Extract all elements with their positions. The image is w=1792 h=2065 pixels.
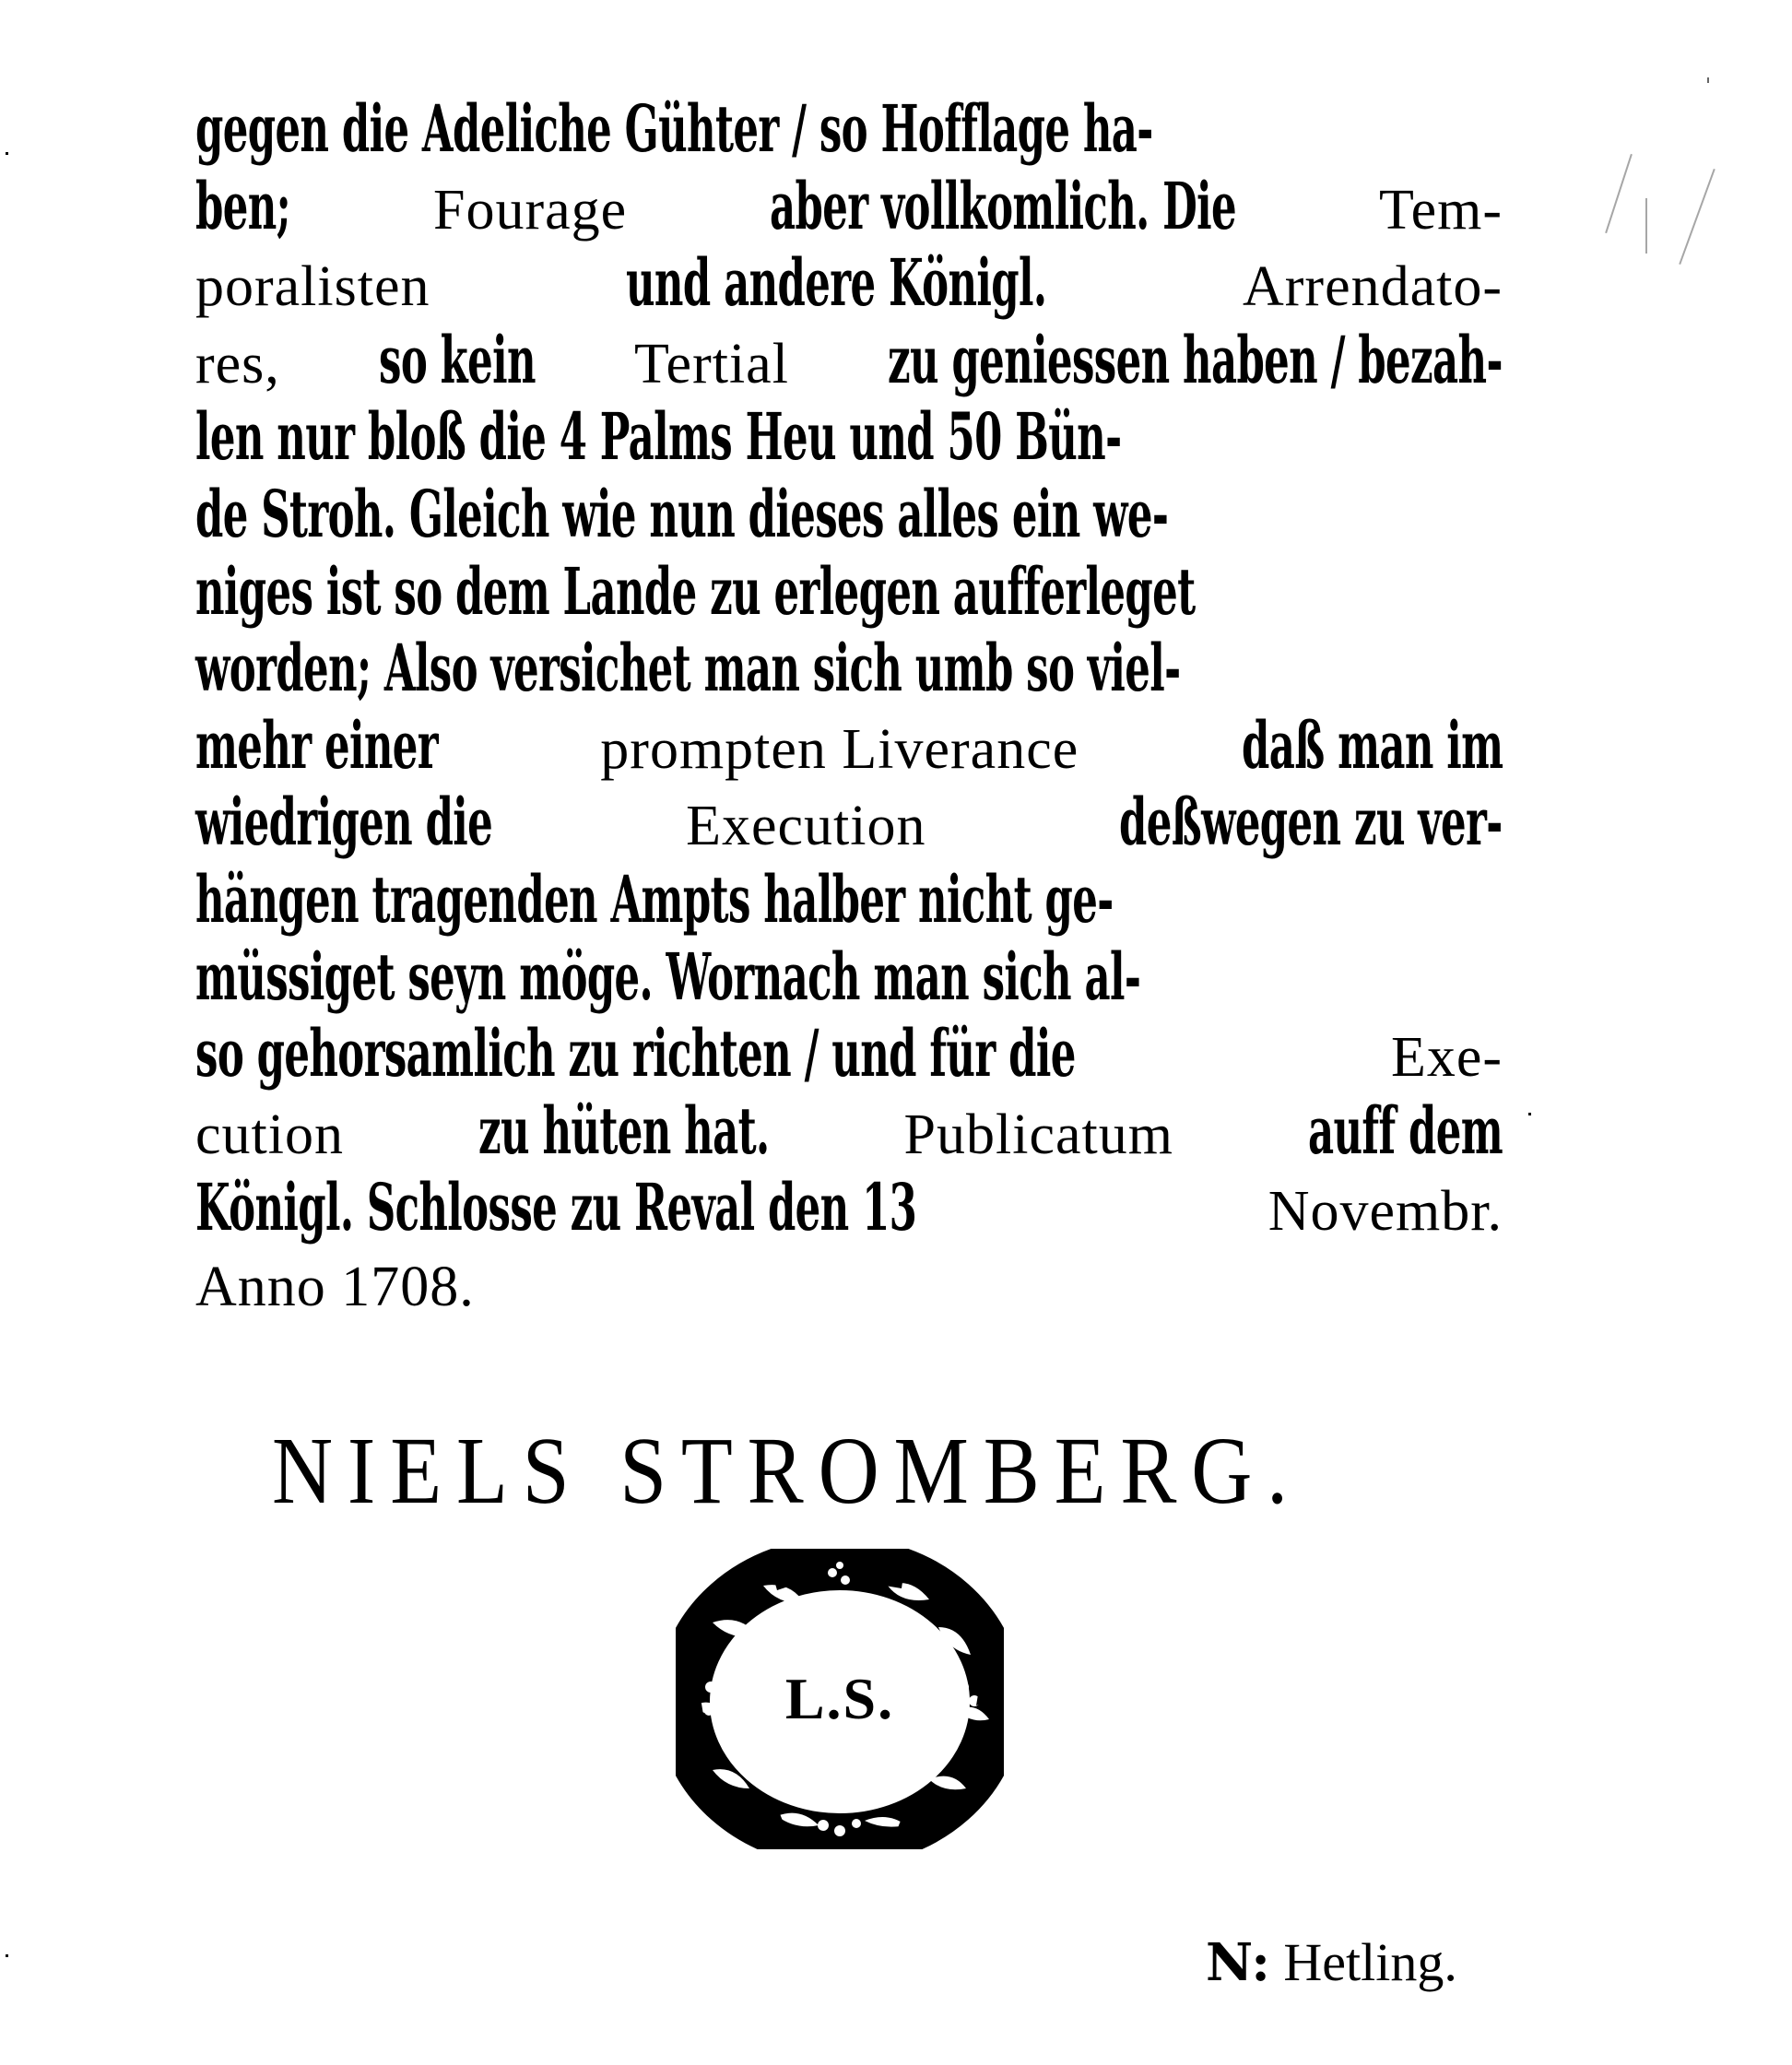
roman-text: Arrendato- [1243,255,1503,319]
blackletter-text: de Stroh. Gleich wie nun dieses alles ein we- [195,476,1169,552]
roman-text: cution [195,1103,344,1166]
text-line [195,861,1503,938]
blackletter-text: worden; Also versichet man sich umb so viel- [195,630,1181,707]
blackletter-text: daß man im [1241,706,1503,784]
blackletter-text: gegen die Adeliche Gühter / so Hofflage ha- [195,90,1153,167]
text-line [195,1169,1503,1246]
text-line [195,90,1503,168]
roman-text: Exe- [1390,1026,1503,1090]
signatory-name: NIELS STROMBERG. [272,1418,1303,1524]
text-line [195,244,1503,322]
roman-text: res, [195,332,280,395]
text-line [195,630,1503,707]
roman-text: prompten Liverance [600,717,1079,781]
text-line [195,707,1503,785]
text-line [195,168,1503,245]
seal [676,1549,1004,1849]
scan-speck [1707,77,1709,83]
roman-text: Tertial [634,332,789,395]
roman-text: Anno 1708. [195,1256,475,1318]
text-line [195,938,1503,1016]
text-line [195,1246,1503,1324]
blackletter-text: auff dem [1307,1092,1503,1169]
blackletter-text: hängen tragenden Ampts halber nicht ge- [195,861,1114,938]
text-line [195,1092,1503,1170]
scan-speck [1645,198,1647,254]
blackletter-text: len nur bloß die 4 Palms Heu und 50 Bün- [195,398,1122,476]
text-line [195,784,1503,861]
roman-text: Tem- [1379,178,1503,242]
text-line [195,322,1503,399]
scan-speck [1605,154,1633,233]
printer-mark [1206,1930,1457,1995]
text-line [195,1015,1503,1092]
printer-initial: N: [1206,1932,1270,1993]
blackletter-text: so gehorsamlich zu richten / und für die [195,1015,1076,1092]
roman-text: Fourage [432,178,628,242]
blackletter-text: zu hüten hat. [478,1092,770,1169]
scan-speck [6,152,8,155]
roman-text: poralisten [195,255,430,319]
blackletter-text: müssiget seyn möge. Wornach man sich al- [195,938,1141,1015]
seal-label: L.S. [784,1666,895,1731]
roman-text: Novembr. [1267,1180,1503,1244]
roman-text: Publicatum [903,1103,1173,1166]
text-line [195,553,1503,631]
text-line [195,398,1503,476]
text-line [195,476,1503,553]
blackletter-text: Königl. Schlosse zu Reval den 13 [195,1169,917,1246]
blackletter-text: niges ist so dem Lande zu erlegen aufferleget [195,552,1196,630]
blackletter-text: und andere Königl. [626,244,1047,322]
roman-text: Execution [686,795,926,858]
scan-speck [6,1954,8,1957]
blackletter-text: wiedrigen die [195,784,493,861]
blackletter-text: aber vollkomlich. Die [770,167,1237,244]
blackletter-text: mehr einer [195,706,438,784]
scan-speck [1528,1113,1531,1115]
blackletter-text: ben; [195,167,291,244]
blackletter-text: zu geniessen haben / bezah- [888,321,1503,398]
blackletter-text: deßwegen zu ver- [1119,784,1503,861]
printer-name: Hetling. [1283,1932,1457,1992]
blackletter-text: so kein [378,321,536,398]
scan-speck [1679,169,1715,265]
